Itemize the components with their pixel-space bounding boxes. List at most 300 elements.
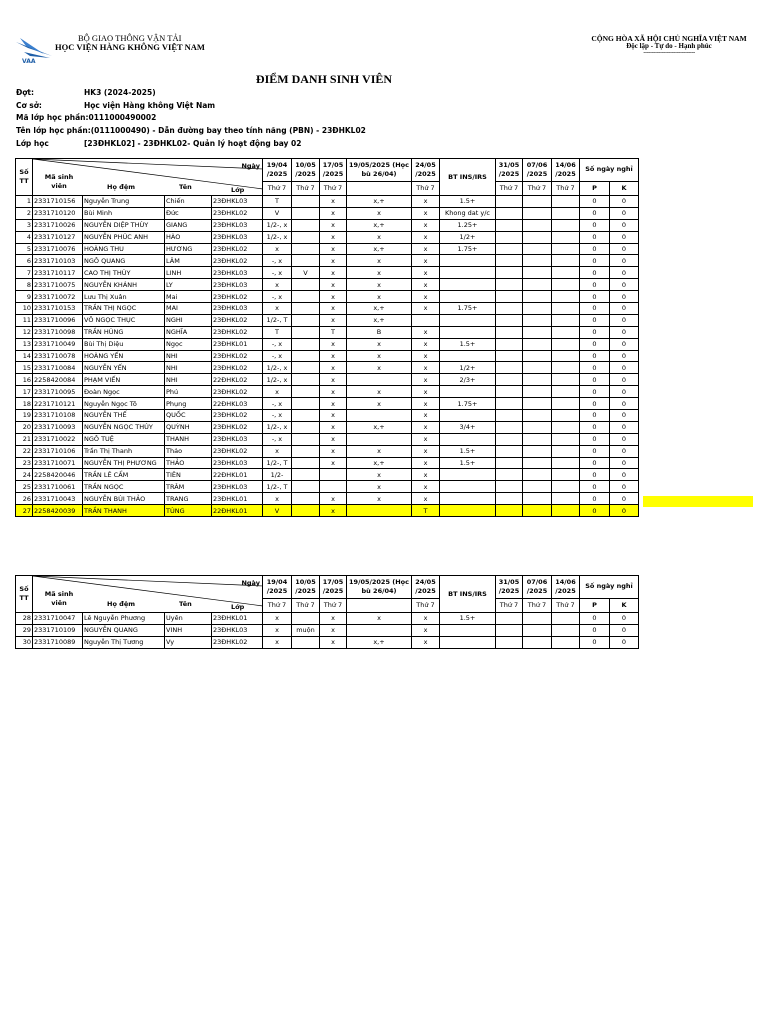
table-cell <box>552 421 580 433</box>
table-cell <box>496 314 523 326</box>
table-cell: 0 <box>580 219 610 231</box>
table-cell <box>523 350 552 362</box>
table-cell: x <box>263 636 292 648</box>
table-cell: Phú <box>165 386 212 398</box>
col-bt-ins: BT INS/IRS <box>440 159 496 196</box>
table-cell <box>523 196 552 208</box>
table-cell: x <box>320 350 347 362</box>
table-cell <box>292 255 320 267</box>
col-date-3: 17/05 /2025 <box>320 159 347 182</box>
table-cell: x <box>320 362 347 374</box>
table-cell: 2331710117 <box>33 267 83 279</box>
weekday: Thứ 7 <box>552 598 580 612</box>
table-cell <box>523 445 552 457</box>
info-group: Lớp học [23ĐHKL02] - 23ĐHKL02- Quản lý hoạt động bay 02 <box>16 139 302 148</box>
table-cell: x <box>412 636 440 648</box>
table-cell: 23ĐHKL02 <box>212 314 263 326</box>
academy-logo-icon <box>14 34 54 64</box>
col-date-8: 14/06 /2025 <box>552 576 580 599</box>
table-cell <box>496 469 523 481</box>
table-cell: 2331710043 <box>33 493 83 505</box>
table-cell: 1.25+ <box>440 219 496 231</box>
table-cell: 0 <box>580 386 610 398</box>
table-cell: x <box>320 410 347 422</box>
table-cell: x <box>320 613 347 625</box>
col-date-7: 07/06 /2025 <box>523 159 552 182</box>
table-cell: Vy <box>165 636 212 648</box>
table-row <box>16 231 639 243</box>
table-cell: Nguyễn Thị Tương <box>83 636 165 648</box>
table-cell: 7 <box>16 267 33 279</box>
table-cell <box>523 314 552 326</box>
table-cell: x <box>347 350 412 362</box>
table-cell: x <box>320 457 347 469</box>
table-cell <box>496 207 523 219</box>
table-cell: 2331710153 <box>33 303 83 315</box>
weekday: Thứ 7 <box>496 598 523 612</box>
table-cell: 0 <box>610 350 639 362</box>
table-cell: 23ĐHKL03 <box>212 624 263 636</box>
table-cell <box>552 613 580 625</box>
table-cell: 23ĐHKL02 <box>212 326 263 338</box>
table-cell <box>496 196 523 208</box>
table-cell: 23ĐHKL02 <box>212 207 263 219</box>
table-cell: 1/2-, x <box>263 374 292 386</box>
table-cell: 22ĐHKL02 <box>212 374 263 386</box>
table-cell: Khong dat y/c <box>440 207 496 219</box>
table-cell: x <box>347 493 412 505</box>
table-cell: Nguyễn Trung <box>83 196 165 208</box>
table-row <box>16 303 639 315</box>
table-cell: 0 <box>610 636 639 648</box>
table-cell: 21 <box>16 433 33 445</box>
table-cell <box>552 374 580 386</box>
table-cell: LÂM <box>165 255 212 267</box>
table-cell <box>292 362 320 374</box>
table-cell: x <box>320 421 347 433</box>
table-cell: NGUYỄN THẾ <box>83 410 165 422</box>
weekday <box>347 598 412 612</box>
table-cell <box>552 624 580 636</box>
col-date-3: 17/05 /2025 <box>320 576 347 599</box>
table-row <box>16 469 639 481</box>
table-cell: x <box>412 493 440 505</box>
table-cell: 23ĐHKL02 <box>212 386 263 398</box>
table-cell <box>292 303 320 315</box>
table-cell: x <box>263 624 292 636</box>
table-row <box>16 255 639 267</box>
table-cell: 0 <box>580 231 610 243</box>
table-cell: 1.75+ <box>440 303 496 315</box>
table-cell <box>552 255 580 267</box>
table-cell: TIÊN <box>165 469 212 481</box>
table-cell: x <box>320 243 347 255</box>
table-cell: 22ĐHKL01 <box>212 469 263 481</box>
table-cell: x <box>320 314 347 326</box>
table-cell: -, x <box>263 398 292 410</box>
table-cell: 2331710047 <box>33 613 83 625</box>
table-cell: 2331710072 <box>33 291 83 303</box>
table-cell: 14 <box>16 350 33 362</box>
table-cell: x <box>347 386 412 398</box>
table-cell <box>292 410 320 422</box>
table-cell: 2331710071 <box>33 457 83 469</box>
table-cell: 0 <box>610 445 639 457</box>
table-row <box>16 291 639 303</box>
table-cell: 2231710121 <box>33 398 83 410</box>
table-cell: 5 <box>16 243 33 255</box>
table-cell <box>440 493 496 505</box>
col-hodem: Họ đệm <box>107 600 136 608</box>
table-cell: 1/2-, T <box>263 314 292 326</box>
table-cell <box>523 410 552 422</box>
table-cell: x <box>412 386 440 398</box>
table-cell <box>292 207 320 219</box>
table-cell: 9 <box>16 291 33 303</box>
col-p: P <box>580 181 610 195</box>
table-row <box>16 207 639 219</box>
table-cell <box>292 386 320 398</box>
table-cell <box>496 505 523 517</box>
table-row <box>16 338 639 350</box>
table-cell <box>552 196 580 208</box>
table-cell: 2331710061 <box>33 481 83 493</box>
table-cell: 8 <box>16 279 33 291</box>
table-cell: TRẦN LÊ CẨM <box>83 469 165 481</box>
col-date-6: 31/05 /2025 <box>496 159 523 182</box>
table-cell <box>292 457 320 469</box>
table-cell <box>292 350 320 362</box>
table-cell: x <box>347 481 412 493</box>
table-row <box>16 326 639 338</box>
table-cell: Trần Thị Thanh <box>83 445 165 457</box>
table-cell: GIANG <box>165 219 212 231</box>
table-cell <box>552 314 580 326</box>
table-cell: x <box>412 219 440 231</box>
page-title: ĐIỂM DANH SINH VIÊN <box>255 72 393 86</box>
table-cell: 26 <box>16 493 33 505</box>
table-cell: QUỐC <box>165 410 212 422</box>
table-cell <box>292 613 320 625</box>
table-cell: NHI <box>165 374 212 386</box>
table-cell <box>292 231 320 243</box>
col-k: K <box>610 181 639 195</box>
table-cell <box>552 219 580 231</box>
table-cell: x <box>412 445 440 457</box>
table-cell <box>440 267 496 279</box>
table-cell: 23ĐHKL02 <box>212 636 263 648</box>
table-cell: 1/2+ <box>440 362 496 374</box>
table-cell: 0 <box>610 398 639 410</box>
table-cell <box>523 457 552 469</box>
table-cell: 0 <box>610 481 639 493</box>
table-cell: NHI <box>165 362 212 374</box>
table-cell: x <box>347 362 412 374</box>
table-cell: 23ĐHKL02 <box>212 350 263 362</box>
table-cell <box>523 433 552 445</box>
table-cell <box>440 350 496 362</box>
table-cell <box>496 624 523 636</box>
table-cell: 0 <box>580 291 610 303</box>
table-cell <box>440 279 496 291</box>
table-cell <box>552 350 580 362</box>
table-cell <box>496 267 523 279</box>
table-cell: T <box>412 505 440 517</box>
col-ten: Tên <box>179 600 192 608</box>
table-cell: 22ĐHKL03 <box>212 398 263 410</box>
table-row <box>16 267 639 279</box>
weekday: Thứ 7 <box>263 598 292 612</box>
table-cell: 23ĐHKL02 <box>212 445 263 457</box>
table-row <box>16 410 639 422</box>
table-cell <box>320 469 347 481</box>
table-cell: 0 <box>610 421 639 433</box>
attendance-table-page1 <box>15 158 639 517</box>
table-cell <box>552 505 580 517</box>
table-cell: V <box>263 505 292 517</box>
table-cell <box>440 314 496 326</box>
table-cell <box>292 433 320 445</box>
col-p: P <box>580 598 610 612</box>
table-cell <box>292 338 320 350</box>
table-cell: 0 <box>580 636 610 648</box>
table-cell <box>496 613 523 625</box>
table-cell: 0 <box>580 481 610 493</box>
table-cell: x,+ <box>347 457 412 469</box>
table-cell: x <box>320 493 347 505</box>
table-cell: 2331710096 <box>33 314 83 326</box>
table-cell: HÀO <box>165 231 212 243</box>
table-cell: 12 <box>16 326 33 338</box>
table-cell: x <box>347 445 412 457</box>
table-cell: x <box>320 445 347 457</box>
table-cell: 2331710084 <box>33 362 83 374</box>
table-cell: 23ĐHKL03 <box>212 231 263 243</box>
table-cell: NGUYỄN KHÁNH <box>83 279 165 291</box>
table-cell: Lê Nguyễn Phương <box>83 613 165 625</box>
table-cell: x <box>320 624 347 636</box>
table-cell: x <box>412 231 440 243</box>
table-cell: 23ĐHKL02 <box>212 291 263 303</box>
col-k: K <box>610 598 639 612</box>
table-cell: 1/2-, T <box>263 457 292 469</box>
table-cell: 4 <box>16 231 33 243</box>
table-cell <box>292 279 320 291</box>
table-cell: x,+ <box>347 219 412 231</box>
table-cell: x <box>347 469 412 481</box>
table-row <box>16 457 639 469</box>
table-cell: 23ĐHKL03 <box>212 279 263 291</box>
table-cell: NGHĨA <box>165 326 212 338</box>
table-cell: 22ĐHKL01 <box>212 505 263 517</box>
table-cell: 0 <box>580 421 610 433</box>
table-cell: -, x <box>263 267 292 279</box>
table-cell: x <box>320 219 347 231</box>
table-cell <box>440 433 496 445</box>
table-cell: x <box>412 350 440 362</box>
table-cell <box>347 433 412 445</box>
table-row <box>16 433 639 445</box>
table-cell: x <box>412 433 440 445</box>
table-cell <box>292 374 320 386</box>
table-cell: x <box>412 398 440 410</box>
table-cell: 0 <box>610 314 639 326</box>
table-body-page2 <box>16 613 639 649</box>
table-cell: x <box>347 267 412 279</box>
table-cell <box>496 636 523 648</box>
table-cell <box>292 219 320 231</box>
table-cell: 1/2-, x <box>263 231 292 243</box>
table-cell <box>552 279 580 291</box>
col-lop: Lớp <box>231 603 245 611</box>
table-cell: 15 <box>16 362 33 374</box>
table-cell: 0 <box>580 326 610 338</box>
table-row <box>16 445 639 457</box>
table-cell: Đức <box>165 207 212 219</box>
table-cell: HOÀNG THU <box>83 243 165 255</box>
table-cell: 0 <box>610 613 639 625</box>
table-cell: 2331710156 <box>33 196 83 208</box>
table-cell: 2/3+ <box>440 374 496 386</box>
table-cell: 0 <box>610 338 639 350</box>
table-cell <box>292 445 320 457</box>
table-cell: VINH <box>165 624 212 636</box>
table-cell <box>496 219 523 231</box>
table-cell: x <box>320 279 347 291</box>
table-cell: x <box>320 196 347 208</box>
table-cell: 1/2-, T <box>263 481 292 493</box>
table-cell: 0 <box>580 362 610 374</box>
table-cell: x <box>347 338 412 350</box>
table-cell: LY <box>165 279 212 291</box>
table-cell: x <box>263 303 292 315</box>
table-cell <box>523 255 552 267</box>
table-cell <box>347 624 412 636</box>
table-cell: 23ĐHKL02 <box>212 410 263 422</box>
table-cell: 2331710075 <box>33 279 83 291</box>
col-stt: Số TT <box>16 159 33 196</box>
table-cell: 23ĐHKL01 <box>212 613 263 625</box>
table-cell: x <box>320 433 347 445</box>
logo-text: VAA <box>22 58 36 64</box>
table-cell <box>552 469 580 481</box>
col-date-1: 19/04 /2025 <box>263 159 292 182</box>
table-cell <box>523 279 552 291</box>
table-cell: Phụng <box>165 398 212 410</box>
table-cell: 2331710089 <box>33 636 83 648</box>
table-cell <box>347 505 412 517</box>
table-cell: 2331710109 <box>33 624 83 636</box>
table-cell: x <box>412 374 440 386</box>
table-cell: x <box>320 338 347 350</box>
table-cell: 0 <box>610 469 639 481</box>
motto-rule: ------------------------------- <box>643 49 695 56</box>
table-cell <box>440 636 496 648</box>
table-cell: x <box>412 410 440 422</box>
table-cell: x <box>320 267 347 279</box>
table-cell: 0 <box>580 457 610 469</box>
table-row <box>16 362 639 374</box>
table-cell <box>440 291 496 303</box>
table-cell <box>440 469 496 481</box>
table-cell: x <box>320 636 347 648</box>
table-cell: Đoàn Ngọc <box>83 386 165 398</box>
table-cell: 23ĐHKL03 <box>212 303 263 315</box>
table-cell: 23ĐHKL03 <box>212 457 263 469</box>
table-cell: 2258420046 <box>33 469 83 481</box>
table-cell <box>440 326 496 338</box>
table-cell: 2331710049 <box>33 338 83 350</box>
weekday: Thứ 7 <box>523 181 552 195</box>
table-cell: 23ĐHKL02 <box>212 243 263 255</box>
table-cell: 0 <box>610 624 639 636</box>
col-date-6: 31/05 /2025 <box>496 576 523 599</box>
table-cell <box>412 314 440 326</box>
table-cell <box>496 481 523 493</box>
table-cell <box>523 243 552 255</box>
table-cell <box>552 303 580 315</box>
table-cell <box>523 493 552 505</box>
table-cell: B <box>347 326 412 338</box>
table-cell: 0 <box>610 386 639 398</box>
table-cell: 22 <box>16 445 33 457</box>
col-date-7: 07/06 /2025 <box>523 576 552 599</box>
table-row <box>16 398 639 410</box>
table-cell: x <box>412 243 440 255</box>
table-cell <box>496 421 523 433</box>
table-cell <box>523 326 552 338</box>
table-cell <box>523 231 552 243</box>
table-cell: 1.5+ <box>440 445 496 457</box>
table-cell <box>440 410 496 422</box>
table-cell: x <box>320 231 347 243</box>
table-cell: 0 <box>580 624 610 636</box>
table-cell: 23 <box>16 457 33 469</box>
table-cell <box>552 362 580 374</box>
table-cell: 23ĐHKL03 <box>212 196 263 208</box>
table-cell: QUỲNH <box>165 421 212 433</box>
table-cell <box>523 338 552 350</box>
table-cell: TRÂM <box>165 481 212 493</box>
table-cell: x <box>263 493 292 505</box>
table-cell <box>292 505 320 517</box>
table-cell: V <box>292 267 320 279</box>
table-cell: TRANG <box>165 493 212 505</box>
table-cell: 0 <box>580 445 610 457</box>
info-term: Đợt: HK3 (2024-2025) <box>16 88 156 97</box>
table-cell: 2331710120 <box>33 207 83 219</box>
table-cell: 23ĐHKL01 <box>212 493 263 505</box>
table-cell: 25 <box>16 481 33 493</box>
table-cell: x,+ <box>347 636 412 648</box>
col-absent: Số ngày nghỉ <box>580 576 639 599</box>
table-row <box>16 613 639 625</box>
table-cell: 1.75+ <box>440 398 496 410</box>
weekday: Thứ 7 <box>412 598 440 612</box>
table-cell: 0 <box>580 505 610 517</box>
weekday: Thứ 7 <box>320 598 347 612</box>
table-cell <box>523 398 552 410</box>
table-cell <box>496 374 523 386</box>
table-cell <box>496 255 523 267</box>
table-cell <box>496 410 523 422</box>
table-cell <box>440 624 496 636</box>
col-date-5: 24/05 /2025 <box>412 576 440 599</box>
col-date-2: 10/05 /2025 <box>292 159 320 182</box>
table-cell: 0 <box>610 255 639 267</box>
table-cell: 0 <box>610 267 639 279</box>
table-cell: 0 <box>580 279 610 291</box>
